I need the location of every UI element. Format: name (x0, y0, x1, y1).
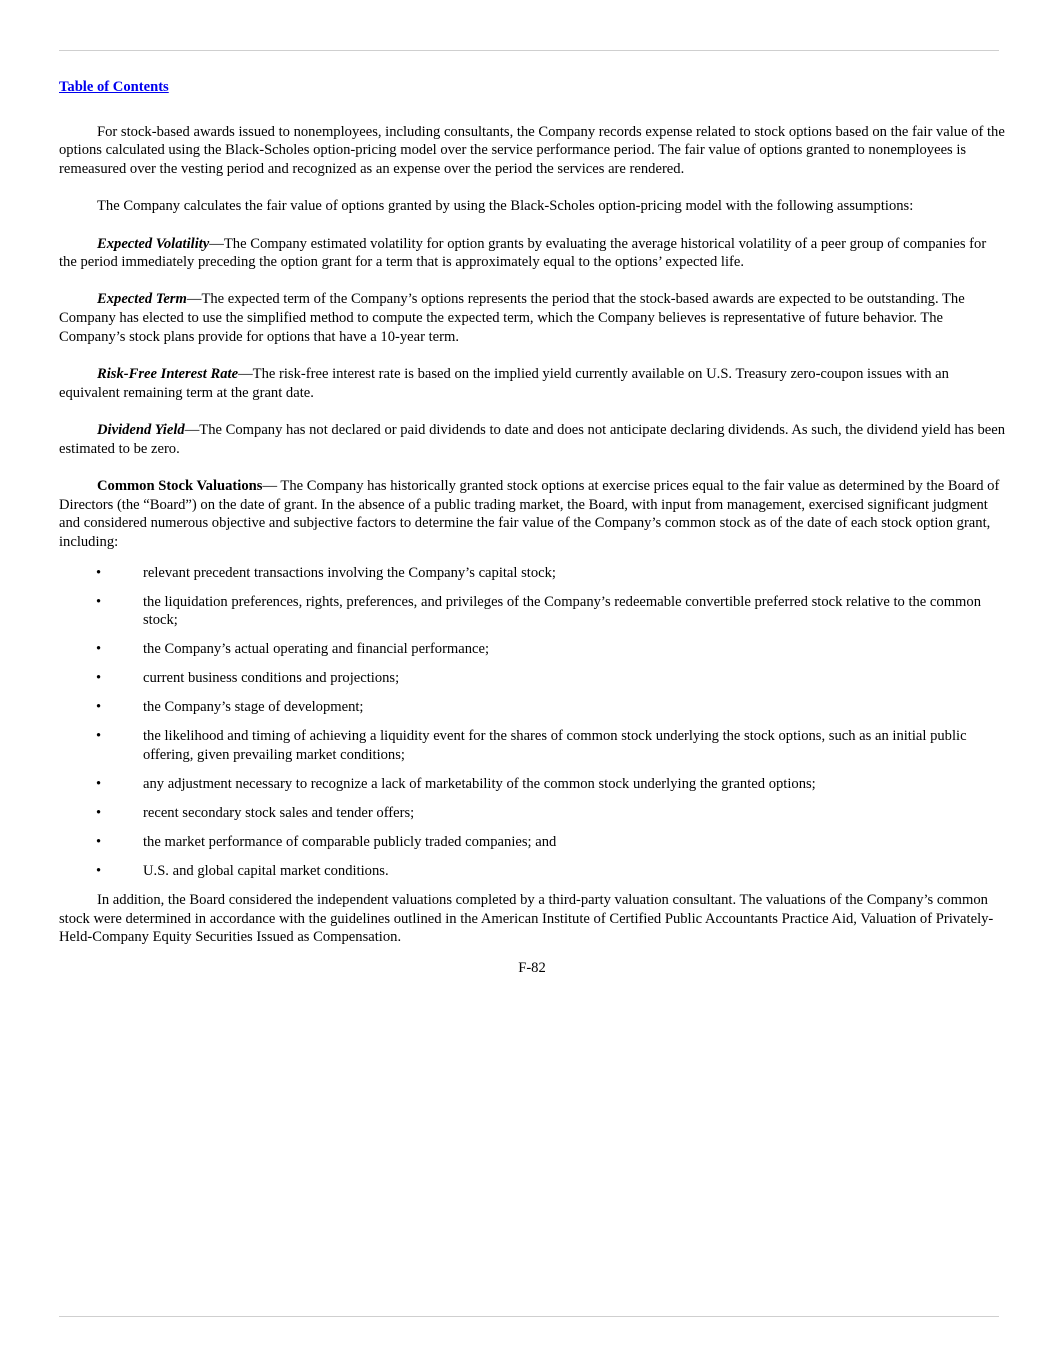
list-item (59, 564, 1005, 583)
bullet-icon: • (96, 776, 102, 793)
list-item-text: current business conditions and projections; (143, 670, 400, 687)
dividend-yield-term: Dividend Yield (97, 421, 185, 438)
list-item-text: recent secondary stock sales and tender offers; (143, 805, 415, 822)
list-item-text: the market performance of comparable publicly traded companies; and (143, 834, 557, 851)
expected-volatility-paragraph (59, 235, 1005, 272)
bullet-icon: • (96, 564, 102, 581)
list-item-text: any adjustment necessary to recognize a lack of marketability of the common stock underlying the granted options; (143, 776, 816, 793)
list-item (59, 833, 1005, 852)
expected-volatility-term: Expected Volatility (97, 235, 210, 252)
list-item (59, 804, 1005, 823)
common-stock-valuations-paragraph (59, 477, 1005, 552)
bullet-icon: • (96, 728, 102, 745)
list-item (59, 862, 1005, 881)
assumptions-intro-paragraph: The Company calculates the fair value of options granted by using the Black-Scholes option-pricing model with the following assumptions: (97, 198, 914, 215)
list-item (59, 698, 1005, 717)
expected-term-term: Expected Term (97, 291, 187, 308)
bullet-icon: • (96, 834, 102, 851)
list-item-text: relevant precedent transactions involving the Company’s capital stock; (143, 564, 556, 581)
list-item-text: the Company’s stage of development; (143, 699, 364, 716)
list-item-text: the Company’s actual operating and financial performance; (143, 641, 490, 658)
risk-free-rate-term: Risk-Free Interest Rate (97, 366, 239, 383)
list-item (59, 775, 1005, 794)
list-item (59, 669, 1005, 688)
expected-volatility-text: —The Company estimated volatility for option grants by evaluating the average historical volatility of a peer group of companies for the period immediately preceding the option grant for a term that is approximately equal to the options’ expected life. (59, 235, 987, 271)
bullet-icon: • (96, 641, 102, 658)
table-of-contents-link[interactable]: Table of Contents (59, 79, 169, 95)
document-body (59, 78, 1005, 996)
bullet-icon: • (96, 593, 102, 610)
common-stock-valuations-text: — The Company has historically granted stock options at exercise prices equal to the fair value as determined by the Board of Directors (the “Board”) on the date of grant. In the absence of a public trading market, the Board, with input from management, exercised significant judgment and considered numerous objective and subjective factors to determine the fair value of the Company’s common stock as of the date of each stock option grant, including: (59, 477, 1000, 550)
bullet-icon: • (96, 699, 102, 716)
risk-free-rate-text: —The risk-free interest rate is based on the implied yield currently available on U.S. Treasury zero-coupon issues with an equivalent remaining term at the grant date. (59, 366, 949, 401)
page-number: F-82 (518, 960, 546, 977)
expected-term-paragraph (59, 290, 1005, 346)
common-stock-valuations-term: Common Stock Valuations (97, 477, 263, 494)
risk-free-rate-paragraph (59, 365, 1005, 402)
bullet-icon: • (96, 670, 102, 687)
top-divider (59, 50, 999, 51)
dividend-yield-text: —The Company has not declared or paid dividends to date and does not anticipate declaring dividends. As such, the dividend yield has been estimated to be zero. (59, 421, 1005, 457)
list-item (59, 593, 1005, 630)
bullet-icon: • (96, 805, 102, 822)
list-item (59, 727, 1005, 764)
list-item-text: U.S. and global capital market conditions. (143, 863, 389, 880)
valuation-factors-list (59, 564, 1005, 881)
expected-term-text: —The expected term of the Company’s options represents the period that the stock-based awards are expected to be outstanding. The Company has elected to use the simplified method to compute the expected term, which the Company believes is representative of future behavior. The Company’s stock plans provide for options that have a 10-year term. (59, 291, 965, 345)
bullet-icon: • (96, 863, 102, 880)
list-item-text: the likelihood and timing of achieving a liquidity event for the shares of common stock underlying the stock options, such as an initial public offering, given prevailing market conditions; (143, 728, 967, 764)
nonemployee-awards-paragraph: For stock-based awards issued to nonemployees, including consultants, the Company records expense related to stock options based on the fair value of the options calculated using the Black-Scholes option-pricing model over the service performance period. The fair value of options granted to nonemployees is remeasured over the vesting period and recognized as an expense over the period the services are rendered. (59, 123, 1005, 178)
dividend-yield-paragraph (59, 421, 1005, 458)
independent-valuations-paragraph: In addition, the Board considered the independent valuations completed by a third-party valuation consultant. The valuations of the Company’s common stock were determined in accordance with the guidelines outlined in the American Institute of Certified Public Accountants Practice Aid, Valuation of Privately-Held-Company Equity Securities Issued as Compensation. (59, 892, 994, 946)
list-item (59, 640, 1005, 659)
bottom-divider (59, 1316, 999, 1317)
list-item-text: the liquidation preferences, rights, preferences, and privileges of the Company’s redeemable convertible preferred stock relative to the common stock; (143, 593, 982, 629)
